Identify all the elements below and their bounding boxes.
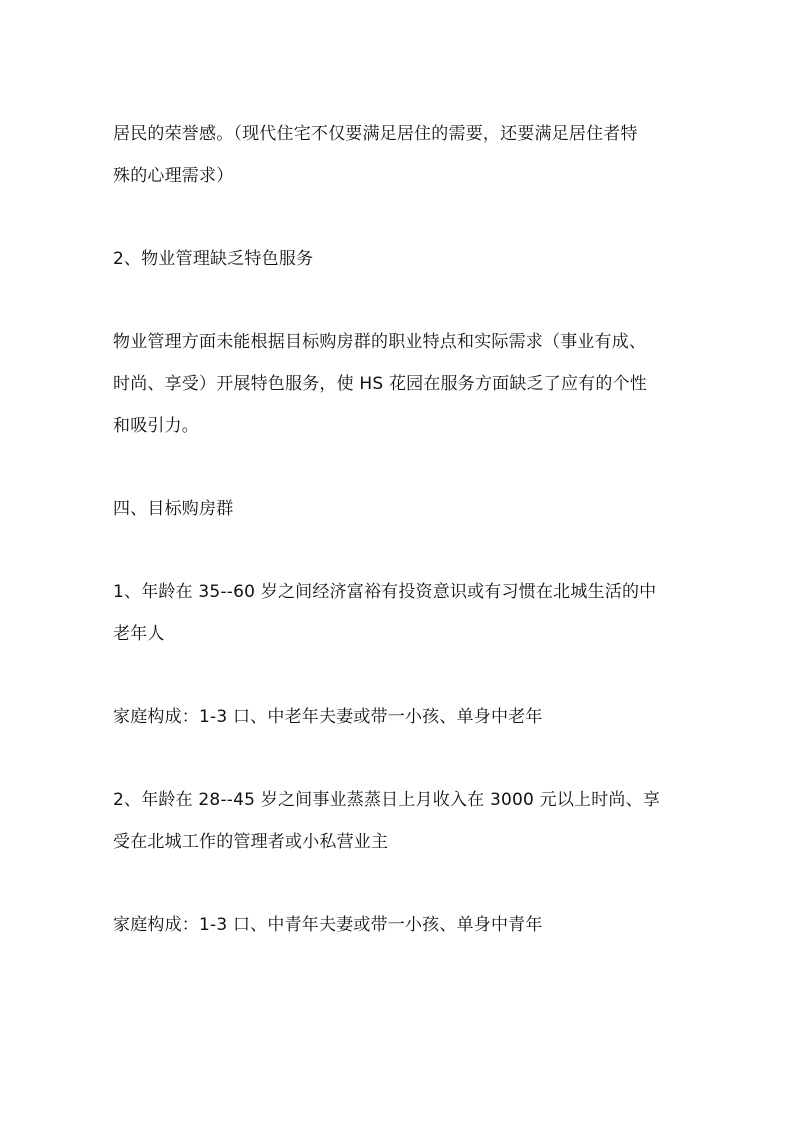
paragraph-resident-honor [113,113,693,197]
text-line: 2、年龄在 28--45 岁之间事业蒸蒸日上月收入在 3000 元以上时尚、享 [113,790,661,810]
text-line: 家庭构成：1-3 口、中老年夫妻或带一小孩、单身中老年 [113,707,543,727]
paragraph-buyer-group-2 [113,779,693,863]
text-line: 居民的荣誉感。（现代住宅不仅要满足居住的需要，还要满足居住者特 [113,124,638,144]
text-line: 受在北城工作的管理者或小私营业主 [113,832,389,852]
text-line: 殊的心理需求） [113,166,234,186]
text-line: 老年人 [113,624,165,644]
text-line: 1、年龄在 35--60 岁之间经济富裕有投资意识或有习惯在北城生活的中 [113,582,657,602]
text-line: 时尚、享受）开展特色服务，使 HS 花园在服务方面缺乏了应有的个性 [113,374,647,394]
heading-target-buyers [113,488,693,530]
text-line: 家庭构成：1-3 口、中青年夫妻或带一小孩、单身中青年 [113,915,543,935]
paragraph-family-structure-2 [113,904,693,946]
paragraph-family-structure-1 [113,696,693,738]
text-line: 和吸引力。 [113,416,199,436]
text-line: 2、物业管理缺乏特色服务 [113,249,314,269]
paragraph-property-management [113,321,693,447]
paragraph-buyer-group-1 [113,571,693,655]
text-line: 物业管理方面未能根据目标购房群的职业特点和实际需求（事业有成、 [113,332,647,352]
text-line: 四、目标购房群 [113,499,234,519]
heading-property-management [113,238,693,280]
